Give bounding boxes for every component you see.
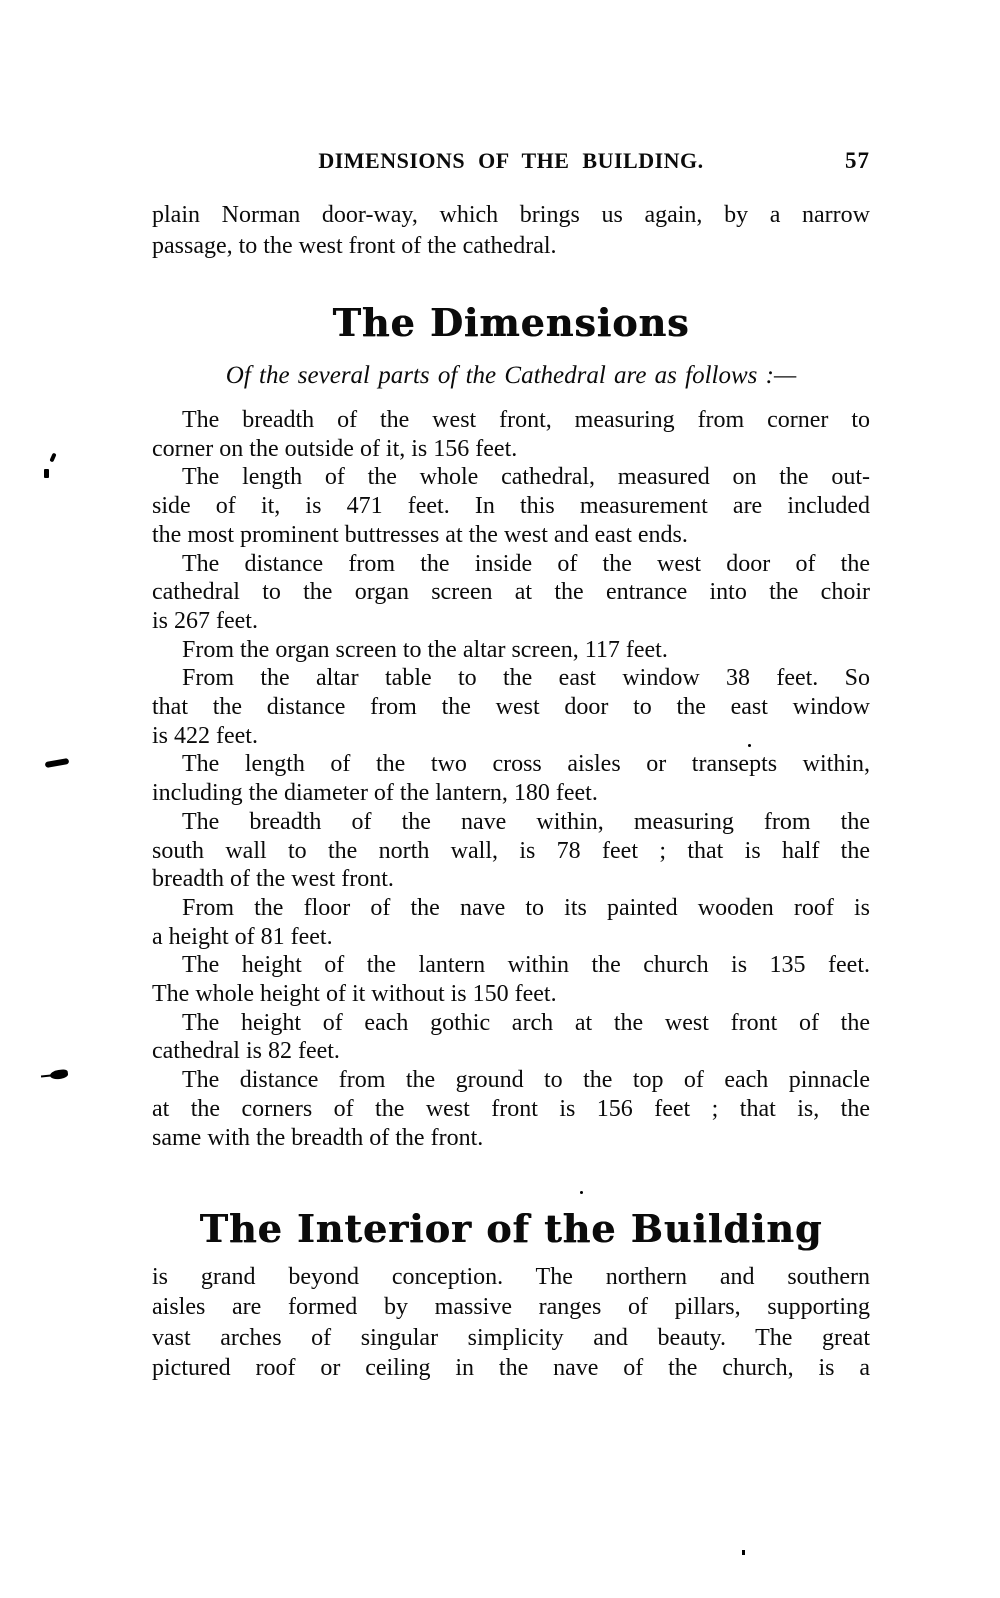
paragraph — [152, 550, 870, 636]
text-line: From the organ screen to the altar screen, 117 feet. — [182, 636, 668, 663]
ink-speckle-mark — [49, 453, 56, 463]
text-line: cathedral to the organ screen at the entrance into the choir — [152, 579, 870, 606]
section-heading-interior: The Interior of the Building — [199, 1206, 823, 1251]
ink-speckle-mark — [44, 469, 49, 478]
paragraph — [152, 664, 870, 750]
text-line: passage, to the west front of the cathedral. — [152, 233, 557, 259]
text-line: is grand beyond conception. The northern and southern — [152, 1264, 870, 1290]
text-line: south wall to the north wall, is 78 feet ; that is half the — [152, 837, 870, 864]
text-line: The breadth of the nave within, measuring from the — [182, 808, 870, 835]
text-line: corner on the outside of it, is 156 feet. — [152, 435, 518, 462]
page-number: 57 — [845, 148, 870, 173]
paragraph — [152, 1066, 870, 1152]
text-line: that the distance from the west door to the east window — [152, 694, 870, 721]
paragraph — [152, 894, 870, 951]
text-line: From the floor of the nave to its painted wooden roof is — [182, 894, 870, 921]
section-subheading-dimensions: Of the several parts of the Cathedral are as follows :— — [225, 362, 797, 389]
paragraph — [152, 406, 870, 463]
paragraph — [152, 808, 870, 894]
ink-dot-mark — [748, 744, 751, 747]
text-line: plain Norman door-way, which brings us again, by a narrow — [152, 202, 870, 228]
ink-dash-mark — [45, 758, 70, 768]
ink-dot-mark — [742, 1550, 745, 1555]
running-head-title: DIMENSIONS OF THE BUILDING. — [318, 148, 704, 173]
text-line: at the corners of the west front is 156 feet ; that is, the — [152, 1095, 870, 1122]
text-line: The height of the lantern within the church is 135 feet. — [182, 952, 870, 979]
paragraph — [152, 636, 870, 665]
interior-paragraph — [152, 1262, 870, 1383]
text-line: The distance from the inside of the west door of the — [182, 550, 870, 577]
text-line: a height of 81 feet. — [152, 923, 333, 950]
text-line: The distance from the ground to the top of each pinnacle — [182, 1067, 870, 1094]
section-heading-dimensions: The Dimensions — [332, 300, 690, 345]
text-line: The length of the whole cathedral, measured on the out- — [182, 464, 870, 491]
text-line: same with the breadth of the front. — [152, 1124, 484, 1151]
paragraph — [152, 951, 870, 1008]
text-line: the most prominent buttresses at the west and east ends. — [152, 521, 688, 548]
intro-paragraph — [152, 200, 870, 262]
text-line: side of it, is 471 feet. In this measurement are included — [152, 493, 870, 520]
running-head — [152, 148, 870, 178]
ink-blob-mark — [41, 1074, 51, 1077]
text-line: The whole height of it without is 150 feet. — [152, 981, 557, 1008]
text-line: vast arches of singular simplicity and beauty. The great — [152, 1324, 870, 1351]
text-line: pictured roof or ceiling in the nave of the church, is a — [152, 1354, 870, 1381]
text-line: The length of the two cross aisles or transepts within, — [182, 751, 870, 778]
text-line: aisles are formed by massive ranges of pillars, supporting — [152, 1294, 870, 1321]
text-line: breadth of the west front. — [152, 866, 394, 893]
text-line: including the diameter of the lantern, 180 feet. — [152, 780, 598, 807]
paragraph — [152, 750, 870, 807]
ink-dot-mark — [580, 1191, 583, 1194]
ink-blob-mark — [49, 1069, 68, 1080]
text-line: is 422 feet. — [152, 722, 258, 749]
paragraph — [152, 463, 870, 549]
text-line: is 267 feet. — [152, 607, 258, 634]
paragraph — [152, 1009, 870, 1066]
text-line: The breadth of the west front, measuring from corner to — [182, 407, 870, 433]
text-line: From the altar table to the east window 38 feet. So — [182, 665, 870, 692]
text-line: The height of each gothic arch at the west front of the — [182, 1009, 870, 1036]
dimensions-paragraphs — [152, 406, 870, 1152]
text-line: cathedral is 82 feet. — [152, 1038, 340, 1065]
